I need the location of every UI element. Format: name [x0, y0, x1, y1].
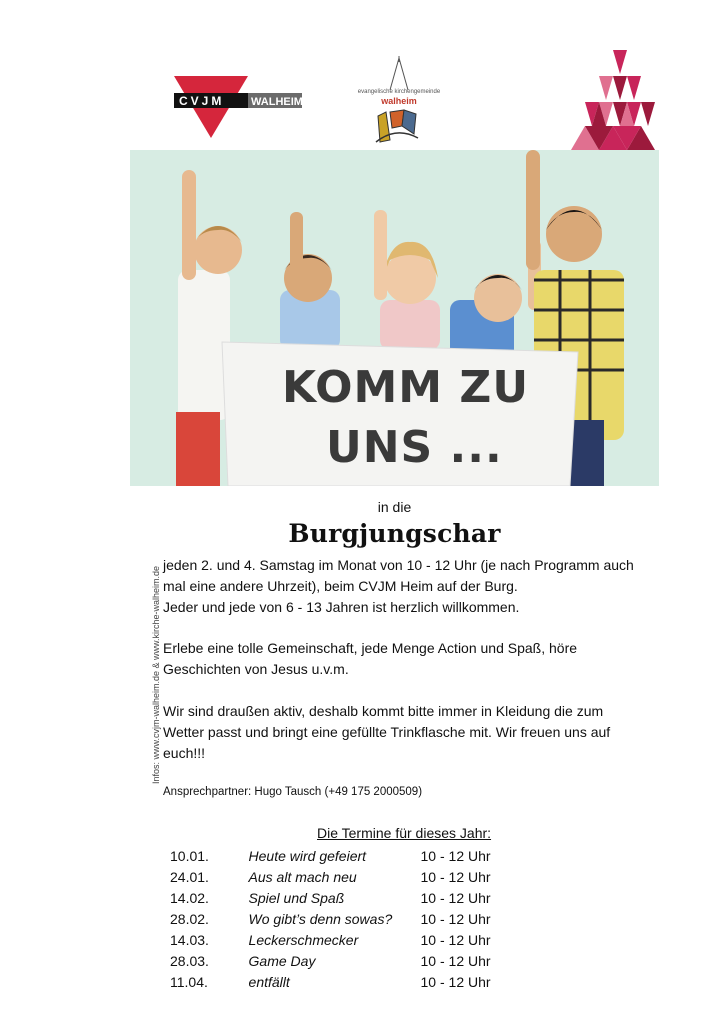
cvjm-logo-town: WALHEIM: [251, 96, 302, 108]
schedule-time: 10 - 12 Uhr: [420, 847, 491, 864]
p1-line-2: mal eine andere Uhrzeit), beim CVJM Heim auf der Burg.: [163, 578, 518, 594]
schedule-event: Heute wird gefeiert: [248, 847, 367, 864]
cvjm-logo: [174, 76, 302, 138]
church-logo-subtitle: evangelische kirchengemeinde: [357, 89, 441, 95]
schedule-date: 24.01.: [170, 868, 209, 885]
p2-line-1: Erlebe eine tolle Gemeinschaft, jede Menge Action und Spaß, höre: [163, 640, 578, 656]
paragraph-community: [163, 638, 653, 680]
church-logo: [356, 56, 442, 146]
schedule-time: 10 - 12 Uhr: [420, 889, 491, 906]
sign-line-2: UNS ...: [326, 422, 503, 473]
schedule-time: 10 - 12 Uhr: [420, 973, 491, 990]
schedule-event: Game Day: [248, 952, 316, 969]
intro-text: in die: [377, 499, 412, 515]
schedule-event: entfällt: [248, 973, 290, 990]
schedule-date: 10.01.: [170, 847, 209, 864]
schedule-date: 28.02.: [170, 910, 209, 927]
side-info-text: Infos: www.cvjm-walheim.de & www.kirche-walheim.de: [151, 565, 161, 784]
page-title: Burgjungschar: [288, 519, 501, 548]
kids-photo: [130, 150, 659, 486]
schedule-date: 14.02.: [170, 889, 209, 906]
schedule-row: [170, 845, 510, 866]
church-logo-name: walheim: [381, 96, 417, 106]
schedule-time: 10 - 12 Uhr: [420, 868, 491, 885]
cvjm-logo-text: CVJM: [179, 94, 225, 108]
schedule-date: 14.03.: [170, 931, 209, 948]
schedule-row: [170, 929, 510, 950]
paragraph-outdoor: [163, 701, 653, 764]
schedule-event: Aus alt mach neu: [248, 868, 357, 885]
schedule-event: Spiel und Spaß: [248, 889, 345, 906]
schedule-time: 10 - 12 Uhr: [420, 952, 491, 969]
p3-line-3: euch!!!: [163, 745, 206, 761]
contact-person: Ansprechpartner: Hugo Tausch (+49 175 2000509): [163, 786, 423, 798]
triangle-logo: [566, 50, 660, 150]
schedule-title: Die Termine für dieses Jahr:: [317, 825, 492, 841]
p1-line-1: jeden 2. und 4. Samstag im Monat von 10 - 12 Uhr (je nach Programm auch: [163, 557, 634, 573]
p2-line-2: Geschichten von Jesus u.v.m.: [163, 661, 349, 677]
p3-line-1: Wir sind draußen aktiv, deshalb kommt bitte immer in Kleidung die zum: [163, 703, 604, 719]
paragraph-schedule-info: [163, 555, 653, 618]
schedule-row: [170, 971, 510, 992]
schedule-date: 28.03.: [170, 952, 209, 969]
schedule-date: 11.04.: [170, 973, 208, 990]
p1-line-3: Jeder und jede von 6 - 13 Jahren ist herzlich willkommen.: [163, 599, 520, 615]
schedule-row: [170, 887, 510, 908]
schedule-time: 10 - 12 Uhr: [420, 910, 491, 927]
p3-line-2: Wetter passt und bringt eine gefüllte Trinkflasche mit. Wir freuen uns auf: [163, 724, 611, 740]
schedule-row: [170, 866, 510, 887]
schedule-event: Leckerschmecker: [248, 931, 359, 948]
schedule-event: Wo gibt’s denn sowas?: [248, 910, 393, 927]
schedule-table: [170, 845, 510, 992]
schedule-row: [170, 950, 510, 971]
sign-line-1: KOMM ZU: [282, 362, 530, 413]
schedule-row: [170, 908, 510, 929]
schedule-time: 10 - 12 Uhr: [420, 931, 491, 948]
